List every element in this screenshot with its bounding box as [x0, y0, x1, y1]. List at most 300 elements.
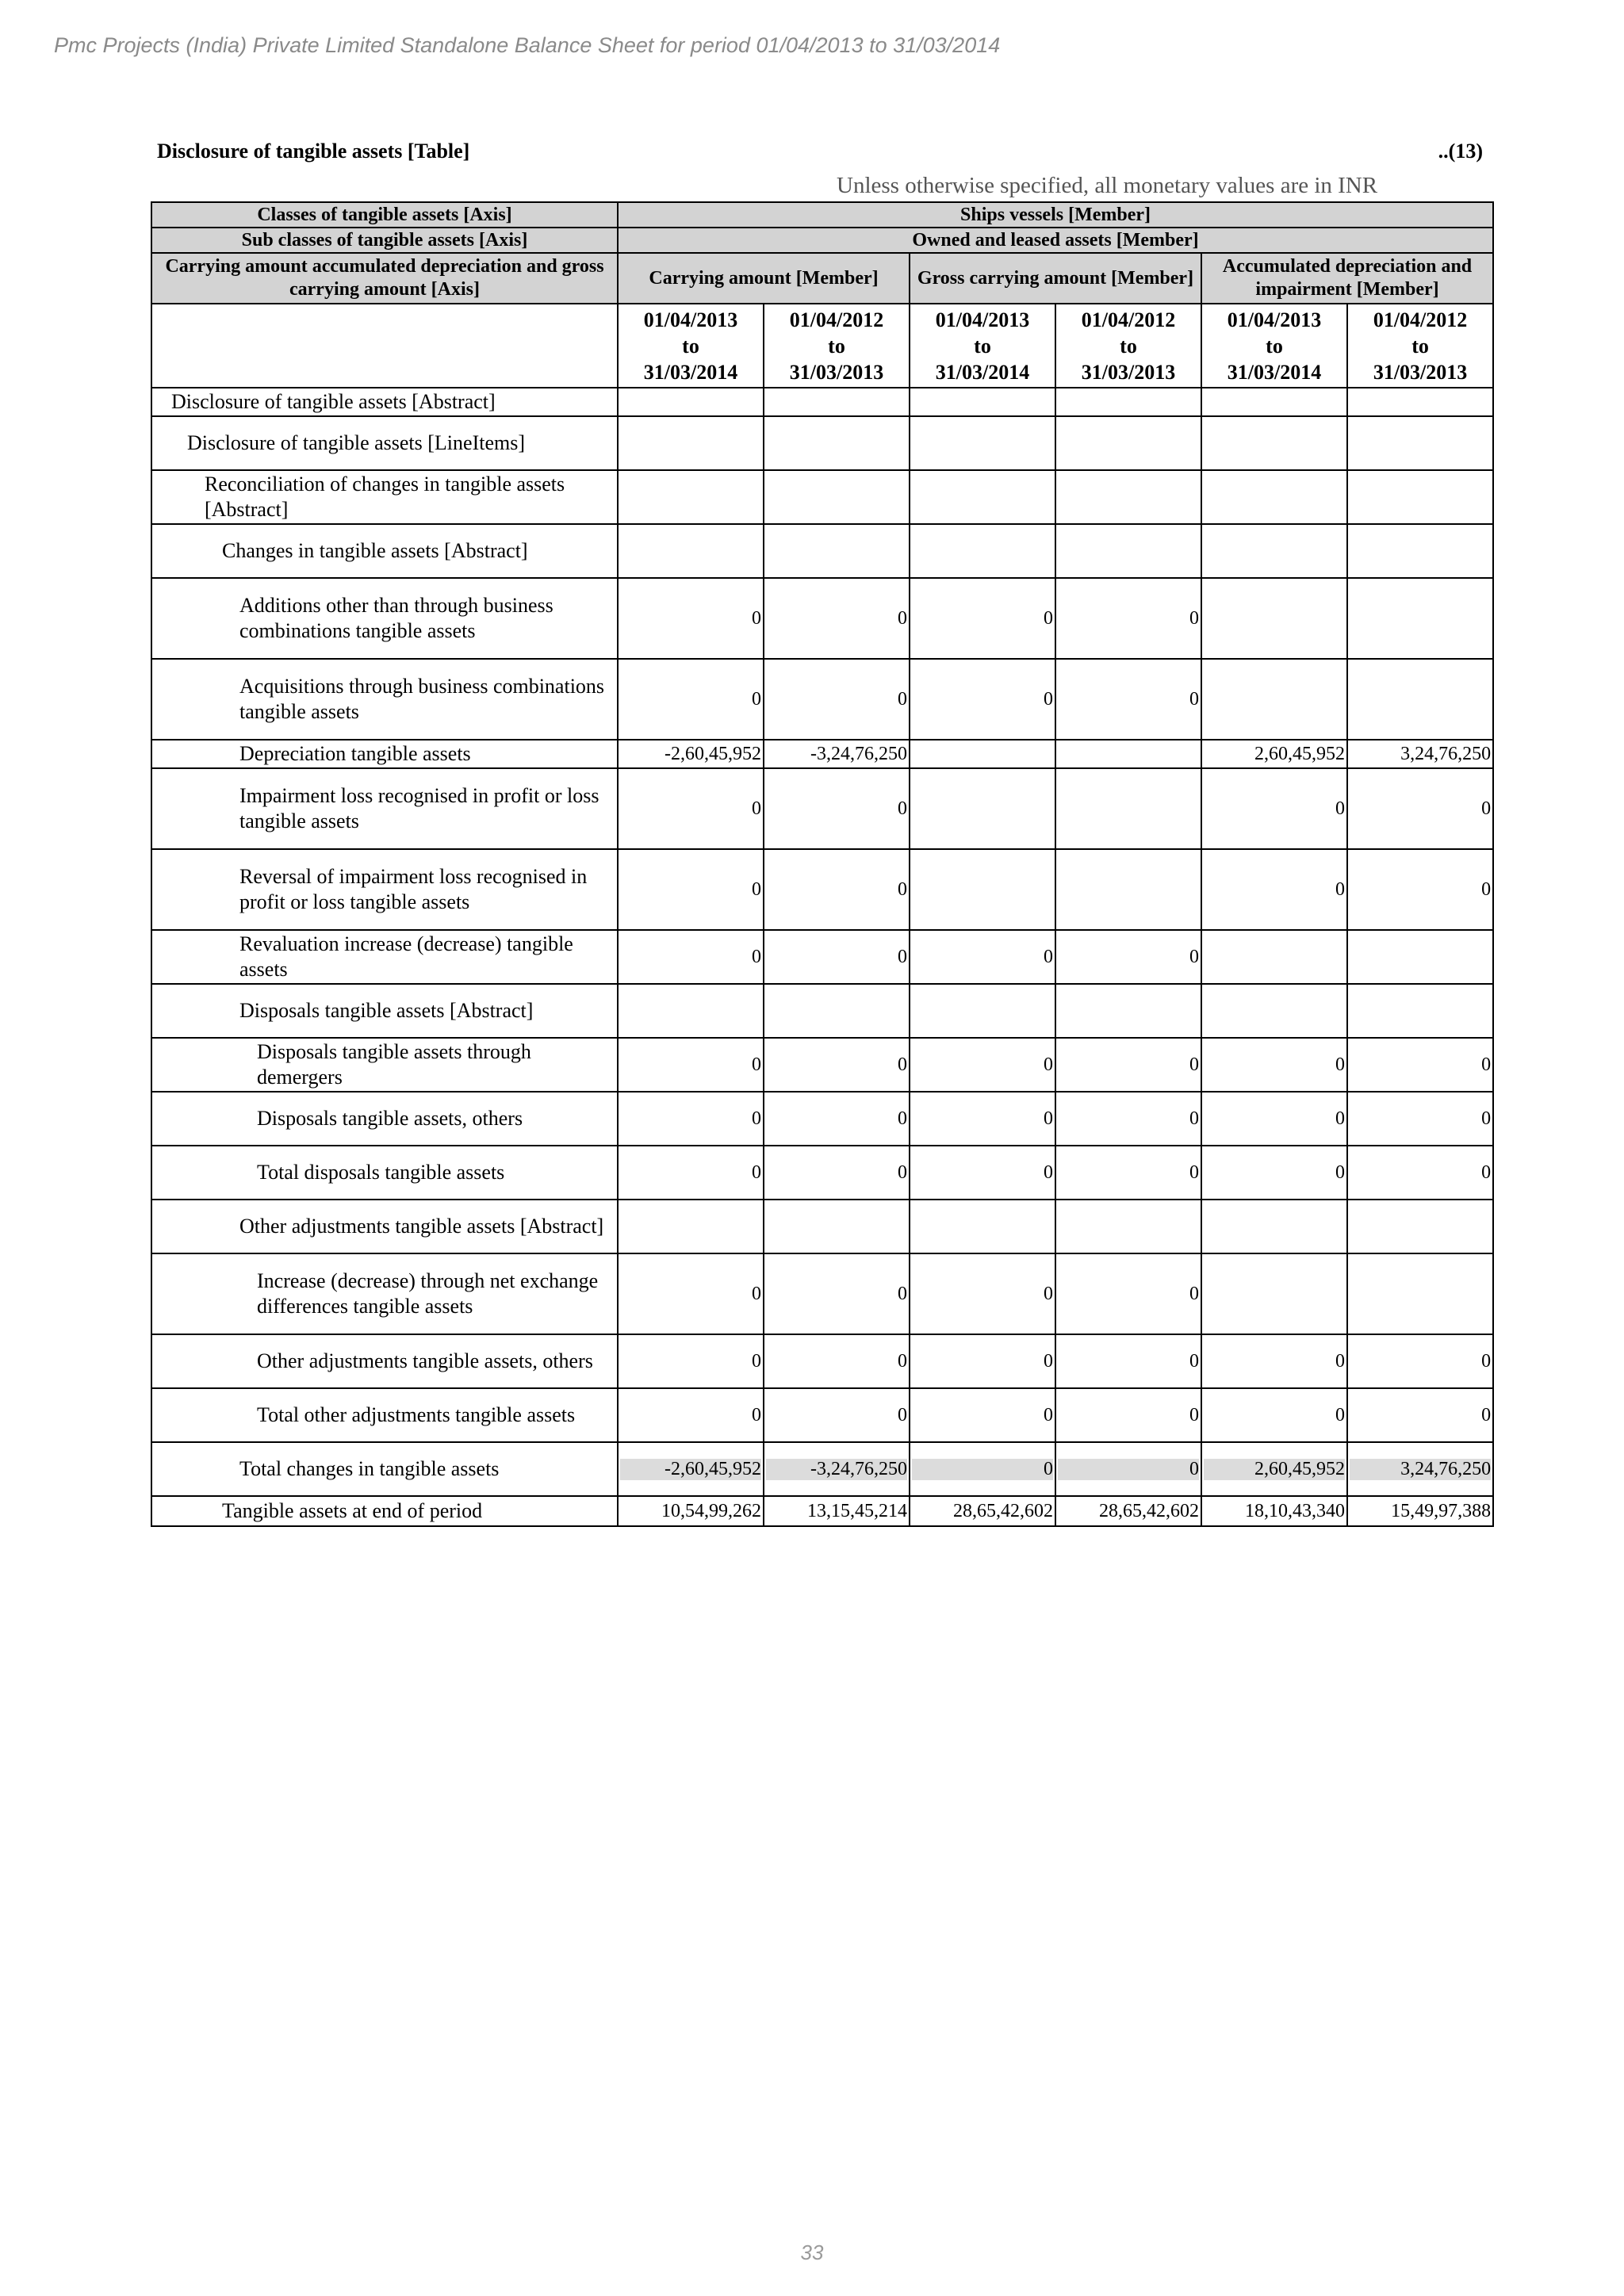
table-row	[151, 1253, 1493, 1334]
table-row	[151, 524, 1493, 578]
value-cell	[1347, 388, 1493, 416]
row-label: Disclosure of tangible assets [Abstract]	[151, 388, 618, 416]
value-cell	[1055, 1038, 1201, 1092]
cell-value: 0	[898, 798, 907, 819]
cell-value: 0	[1044, 1161, 1053, 1183]
carrying-axis-label: Carrying amount accumulated depreciation and gross carrying amount [Axis]	[151, 253, 618, 304]
value-cell	[1201, 659, 1347, 740]
value-cell	[618, 740, 764, 768]
cell-value: 0	[1481, 1350, 1492, 1372]
period-to: 31/03/2014	[935, 360, 1030, 384]
cell-value: 3,24,76,250	[1350, 1459, 1491, 1480]
value-cell	[764, 1200, 910, 1253]
row-label: Total changes in tangible assets	[151, 1442, 618, 1496]
cell-value: 0	[1189, 946, 1199, 967]
cell-value: 0	[752, 798, 761, 819]
cell-value: 0	[1044, 688, 1053, 710]
period-to-word: to	[1411, 334, 1429, 358]
period-from: 01/04/2013	[643, 308, 738, 331]
cell-value: 0	[752, 1404, 761, 1425]
cell-value	[912, 744, 1053, 765]
cell-value	[1204, 433, 1345, 454]
value-cell	[1347, 1146, 1493, 1200]
cell-value: 0	[1044, 1350, 1053, 1372]
row-label: Acquisitions through business combinations tangible assets	[151, 659, 618, 740]
cell-value	[1350, 487, 1491, 508]
value-cell	[1055, 416, 1201, 470]
table-row	[151, 1092, 1493, 1146]
value-cell	[764, 984, 910, 1038]
value-cell	[1055, 388, 1201, 416]
cell-value	[912, 879, 1053, 901]
cell-value	[1058, 879, 1199, 901]
period-to-word: to	[1120, 334, 1137, 358]
value-cell	[910, 1496, 1055, 1526]
page-number: 33	[800, 2241, 824, 2264]
cell-value: 0	[752, 878, 761, 900]
cell-value	[1058, 798, 1199, 820]
period-from: 01/04/2012	[1081, 308, 1176, 331]
cell-value	[620, 487, 761, 508]
value-cell	[1055, 1146, 1201, 1200]
cell-value: 0	[1044, 1283, 1053, 1304]
cell-value: 0	[898, 1054, 907, 1075]
value-cell	[1055, 578, 1201, 659]
cell-value	[1350, 433, 1491, 454]
table-row	[151, 849, 1493, 930]
value-cell	[1201, 1388, 1347, 1442]
row-label: Disposals tangible assets [Abstract]	[151, 984, 618, 1038]
cell-value: 28,65,42,602	[953, 1500, 1053, 1521]
cell-value: 0	[1335, 1161, 1345, 1183]
value-cell	[1055, 659, 1201, 740]
value-cell	[1055, 984, 1201, 1038]
value-cell	[1201, 1334, 1347, 1388]
table-row	[151, 740, 1493, 768]
cell-value	[912, 541, 1053, 562]
cell-value: 2,60,45,952	[1204, 1459, 1345, 1480]
value-cell	[1055, 1388, 1201, 1442]
period-header	[1201, 304, 1347, 388]
period-to-word: to	[682, 334, 699, 358]
cell-value: 0	[898, 1283, 907, 1304]
value-cell	[618, 1388, 764, 1442]
cell-value: 0	[1189, 1161, 1199, 1183]
cell-value: 10,54,99,262	[661, 1500, 761, 1521]
cell-value: 0	[752, 946, 761, 967]
value-cell	[1201, 930, 1347, 984]
value-cell	[910, 1146, 1055, 1200]
period-to: 31/03/2013	[1373, 360, 1468, 384]
cell-value: 0	[898, 1161, 907, 1183]
cell-value: 0	[1058, 1459, 1199, 1480]
cell-value: 0	[1189, 688, 1199, 710]
cell-value	[1350, 1001, 1491, 1022]
value-cell	[618, 1092, 764, 1146]
value-cell	[1201, 524, 1347, 578]
table-row	[151, 768, 1493, 849]
row-label: Depreciation tangible assets	[151, 740, 618, 768]
cell-value	[620, 1001, 761, 1022]
value-cell	[764, 1334, 910, 1388]
value-cell	[910, 1442, 1055, 1496]
value-cell	[1201, 1146, 1347, 1200]
value-cell	[1201, 1496, 1347, 1526]
value-cell	[764, 1253, 910, 1334]
period-from: 01/04/2012	[1373, 308, 1468, 331]
cell-value: 0	[898, 1350, 907, 1372]
value-cell	[910, 578, 1055, 659]
row-label: Tangible assets at end of period	[151, 1496, 618, 1526]
cell-value	[766, 541, 907, 562]
cell-value: 28,65,42,602	[1099, 1500, 1199, 1521]
table-row	[151, 388, 1493, 416]
value-cell	[1201, 1092, 1347, 1146]
row-label: Disclosure of tangible assets [LineItems]	[151, 416, 618, 470]
cell-value	[1204, 689, 1345, 710]
period-header	[764, 304, 910, 388]
cell-value	[766, 392, 907, 413]
period-from: 01/04/2012	[789, 308, 884, 331]
value-cell	[1347, 1092, 1493, 1146]
value-cell	[1201, 984, 1347, 1038]
value-cell	[1055, 930, 1201, 984]
cell-value: 0	[752, 1054, 761, 1075]
value-cell	[910, 1038, 1055, 1092]
row-label: Reversal of impairment loss recognised in profit or loss tangible assets	[151, 849, 618, 930]
cell-value: 0	[1189, 1350, 1199, 1372]
cell-value	[912, 798, 1053, 820]
cell-value	[912, 487, 1053, 508]
period-header	[1347, 304, 1493, 388]
value-cell	[618, 524, 764, 578]
cell-value: 0	[752, 688, 761, 710]
value-cell	[764, 578, 910, 659]
value-cell	[1201, 1253, 1347, 1334]
period-to: 31/03/2013	[789, 360, 884, 384]
value-cell	[764, 740, 910, 768]
value-cell	[910, 930, 1055, 984]
value-cell	[910, 768, 1055, 849]
period-header	[910, 304, 1055, 388]
row-label: Impairment loss recognised in profit or loss tangible assets	[151, 768, 618, 849]
value-cell	[1347, 416, 1493, 470]
value-cell	[910, 524, 1055, 578]
cell-value: 0	[1481, 798, 1492, 819]
cell-value: 0	[1335, 1108, 1345, 1129]
cell-value	[1350, 392, 1491, 413]
value-cell	[764, 1388, 910, 1442]
cell-value: 0	[912, 1459, 1053, 1480]
cell-value	[912, 392, 1053, 413]
value-cell	[618, 659, 764, 740]
value-cell	[1055, 1442, 1201, 1496]
cell-value	[1058, 433, 1199, 454]
value-cell	[618, 578, 764, 659]
value-cell	[618, 1200, 764, 1253]
subclasses-axis-label: Sub classes of tangible assets [Axis]	[151, 228, 618, 253]
value-cell	[1347, 1388, 1493, 1442]
table-row	[151, 1442, 1493, 1496]
table-row	[151, 578, 1493, 659]
cell-value: 0	[898, 688, 907, 710]
value-cell	[618, 849, 764, 930]
cell-value: 0	[1044, 1404, 1053, 1425]
value-cell	[764, 659, 910, 740]
cell-value: 0	[1189, 1283, 1199, 1304]
value-cell	[910, 1388, 1055, 1442]
value-cell	[764, 1496, 910, 1526]
period-to: 31/03/2013	[1081, 360, 1176, 384]
table-row	[151, 1146, 1493, 1200]
table-row	[151, 659, 1493, 740]
cell-value	[766, 1216, 907, 1238]
cell-value: 0	[898, 1404, 907, 1425]
row-label: Disposals tangible assets through demergers	[151, 1038, 618, 1092]
value-cell	[764, 1092, 910, 1146]
value-cell	[1347, 1334, 1493, 1388]
cell-value	[620, 392, 761, 413]
value-cell	[1347, 1442, 1493, 1496]
value-cell	[1347, 849, 1493, 930]
row-label: Disposals tangible assets, others	[151, 1092, 618, 1146]
cell-value	[1350, 689, 1491, 710]
value-cell	[1347, 1038, 1493, 1092]
carrying-amount-member: Carrying amount [Member]	[618, 253, 910, 304]
cell-value: 0	[1044, 1054, 1053, 1075]
table-row	[151, 1038, 1493, 1092]
table-row	[151, 1200, 1493, 1253]
cell-value	[912, 1001, 1053, 1022]
value-cell	[1347, 659, 1493, 740]
value-cell	[618, 470, 764, 524]
value-cell	[618, 768, 764, 849]
period-header	[1055, 304, 1201, 388]
cell-value: 0	[1481, 1108, 1492, 1129]
cell-value	[1350, 1216, 1491, 1238]
row-label: Revaluation increase (decrease) tangible assets	[151, 930, 618, 984]
value-cell	[618, 930, 764, 984]
cell-value	[1204, 541, 1345, 562]
cell-value: 0	[1335, 1054, 1345, 1075]
table-row	[151, 1388, 1493, 1442]
table-body	[151, 388, 1493, 1526]
value-cell	[910, 1334, 1055, 1388]
value-cell	[1055, 740, 1201, 768]
cell-value	[1350, 1284, 1491, 1305]
value-cell	[910, 849, 1055, 930]
cell-value	[1058, 1001, 1199, 1022]
cell-value: 0	[752, 1108, 761, 1129]
value-cell	[618, 388, 764, 416]
value-cell	[1055, 524, 1201, 578]
cell-value	[766, 487, 907, 508]
cell-value	[912, 1216, 1053, 1238]
value-cell	[1201, 768, 1347, 849]
cell-value: 0	[1189, 1054, 1199, 1075]
cell-value: 15,49,97,388	[1391, 1500, 1492, 1521]
value-cell	[618, 1496, 764, 1526]
table-row	[151, 1496, 1493, 1526]
value-cell	[764, 524, 910, 578]
cell-value: 18,10,43,340	[1245, 1500, 1345, 1521]
value-cell	[910, 1200, 1055, 1253]
cell-value: 0	[898, 878, 907, 900]
value-cell	[1347, 768, 1493, 849]
cell-value: 0	[1481, 878, 1492, 900]
value-cell	[618, 1442, 764, 1496]
value-cell	[764, 930, 910, 984]
value-cell	[1055, 768, 1201, 849]
accumulated-depreciation-member: Accumulated depreciation and impairment [Member]	[1201, 253, 1493, 304]
cell-value	[1204, 487, 1345, 508]
cell-value: 0	[1189, 1108, 1199, 1129]
period-from: 01/04/2013	[1227, 308, 1322, 331]
value-cell	[764, 416, 910, 470]
cell-value: -3,24,76,250	[766, 1459, 907, 1480]
cell-value: 0	[1335, 1404, 1345, 1425]
value-cell	[1055, 1253, 1201, 1334]
value-cell	[910, 659, 1055, 740]
cell-value	[1204, 947, 1345, 968]
value-cell	[1347, 470, 1493, 524]
cell-value	[1058, 1216, 1199, 1238]
value-cell	[910, 470, 1055, 524]
value-cell	[618, 1146, 764, 1200]
value-cell	[1347, 930, 1493, 984]
value-cell	[1201, 388, 1347, 416]
value-cell	[910, 416, 1055, 470]
value-cell	[1055, 1200, 1201, 1253]
cell-value	[1058, 392, 1199, 413]
value-cell	[1055, 1092, 1201, 1146]
row-label: Additions other than through business combinations tangible assets	[151, 578, 618, 659]
subclasses-axis-member: Owned and leased assets [Member]	[618, 228, 1493, 253]
cell-value	[1058, 541, 1199, 562]
table-row	[151, 930, 1493, 984]
value-cell	[1055, 470, 1201, 524]
cell-value	[1204, 1001, 1345, 1022]
value-cell	[1201, 416, 1347, 470]
period-from: 01/04/2013	[935, 308, 1030, 331]
cell-value: 3,24,76,250	[1400, 743, 1492, 764]
cell-value	[620, 541, 761, 562]
value-cell	[1201, 578, 1347, 659]
value-cell	[764, 470, 910, 524]
table-row	[151, 416, 1493, 470]
cell-value: 0	[752, 1350, 761, 1372]
cell-value: 0	[1335, 1350, 1345, 1372]
cell-value: 0	[898, 946, 907, 967]
cell-value: 0	[1481, 1404, 1492, 1425]
value-cell	[910, 1253, 1055, 1334]
cell-value	[620, 433, 761, 454]
row-label: Reconciliation of changes in tangible assets [Abstract]	[151, 470, 618, 524]
table-row	[151, 984, 1493, 1038]
cell-value	[620, 1216, 761, 1238]
cell-value: 0	[752, 1161, 761, 1183]
tangible-assets-table	[151, 201, 1494, 1527]
value-cell	[1201, 740, 1347, 768]
value-cell	[1201, 1442, 1347, 1496]
page-header-title: Pmc Projects (India) Private Limited Standalone Balance Sheet for period 01/04/2013 to 31/03/2014	[54, 33, 1001, 57]
unit-note: Unless otherwise specified, all monetary values are in INR	[837, 173, 1378, 198]
period-to-word: to	[974, 334, 991, 358]
value-cell	[910, 388, 1055, 416]
value-cell	[1201, 1038, 1347, 1092]
value-cell	[618, 1253, 764, 1334]
cell-value	[1204, 1216, 1345, 1238]
value-cell	[1347, 1496, 1493, 1526]
period-header-row	[151, 304, 1493, 388]
cell-value: 0	[1044, 946, 1053, 967]
value-cell	[764, 1146, 910, 1200]
cell-value: 0	[1044, 607, 1053, 629]
table-number: ..(13)	[1438, 140, 1483, 163]
value-cell	[764, 849, 910, 930]
gross-carrying-member: Gross carrying amount [Member]	[910, 253, 1201, 304]
cell-value	[912, 433, 1053, 454]
value-cell	[1347, 524, 1493, 578]
table-row	[151, 1334, 1493, 1388]
value-cell	[1347, 984, 1493, 1038]
cell-value: 0	[1481, 1161, 1492, 1183]
value-cell	[618, 984, 764, 1038]
cell-value: -2,60,45,952	[620, 1459, 761, 1480]
cell-value: 0	[1189, 1404, 1199, 1425]
period-to: 31/03/2014	[1227, 360, 1322, 384]
row-label: Changes in tangible assets [Abstract]	[151, 524, 618, 578]
period-to-word: to	[1266, 334, 1283, 358]
cell-value	[766, 1001, 907, 1022]
cell-value: 0	[1335, 798, 1345, 819]
table-row	[151, 470, 1493, 524]
value-cell	[1055, 849, 1201, 930]
value-cell	[1347, 1200, 1493, 1253]
value-cell	[1201, 1200, 1347, 1253]
value-cell	[764, 768, 910, 849]
cell-value: 0	[752, 1283, 761, 1304]
value-cell	[910, 1092, 1055, 1146]
cell-value: -3,24,76,250	[810, 743, 907, 764]
value-cell	[618, 416, 764, 470]
value-cell	[764, 1442, 910, 1496]
cell-value	[1058, 487, 1199, 508]
value-cell	[910, 740, 1055, 768]
value-cell	[910, 984, 1055, 1038]
classes-axis-label: Classes of tangible assets [Axis]	[151, 202, 618, 228]
cell-value	[1204, 392, 1345, 413]
cell-value	[1350, 947, 1491, 968]
row-label: Total disposals tangible assets	[151, 1146, 618, 1200]
cell-value: 0	[898, 1108, 907, 1129]
cell-value: 0	[1044, 1108, 1053, 1129]
value-cell	[1347, 1253, 1493, 1334]
period-header-blank	[151, 304, 618, 388]
value-cell	[1347, 578, 1493, 659]
value-cell	[618, 1038, 764, 1092]
cell-value	[1204, 608, 1345, 629]
cell-value: 0	[752, 607, 761, 629]
value-cell	[1055, 1496, 1201, 1526]
value-cell	[618, 1334, 764, 1388]
value-cell	[1347, 740, 1493, 768]
value-cell	[1201, 470, 1347, 524]
cell-value: 13,15,45,214	[807, 1500, 907, 1521]
cell-value: 0	[1189, 607, 1199, 629]
cell-value: 0	[1335, 878, 1345, 900]
row-label: Other adjustments tangible assets, others	[151, 1334, 618, 1388]
